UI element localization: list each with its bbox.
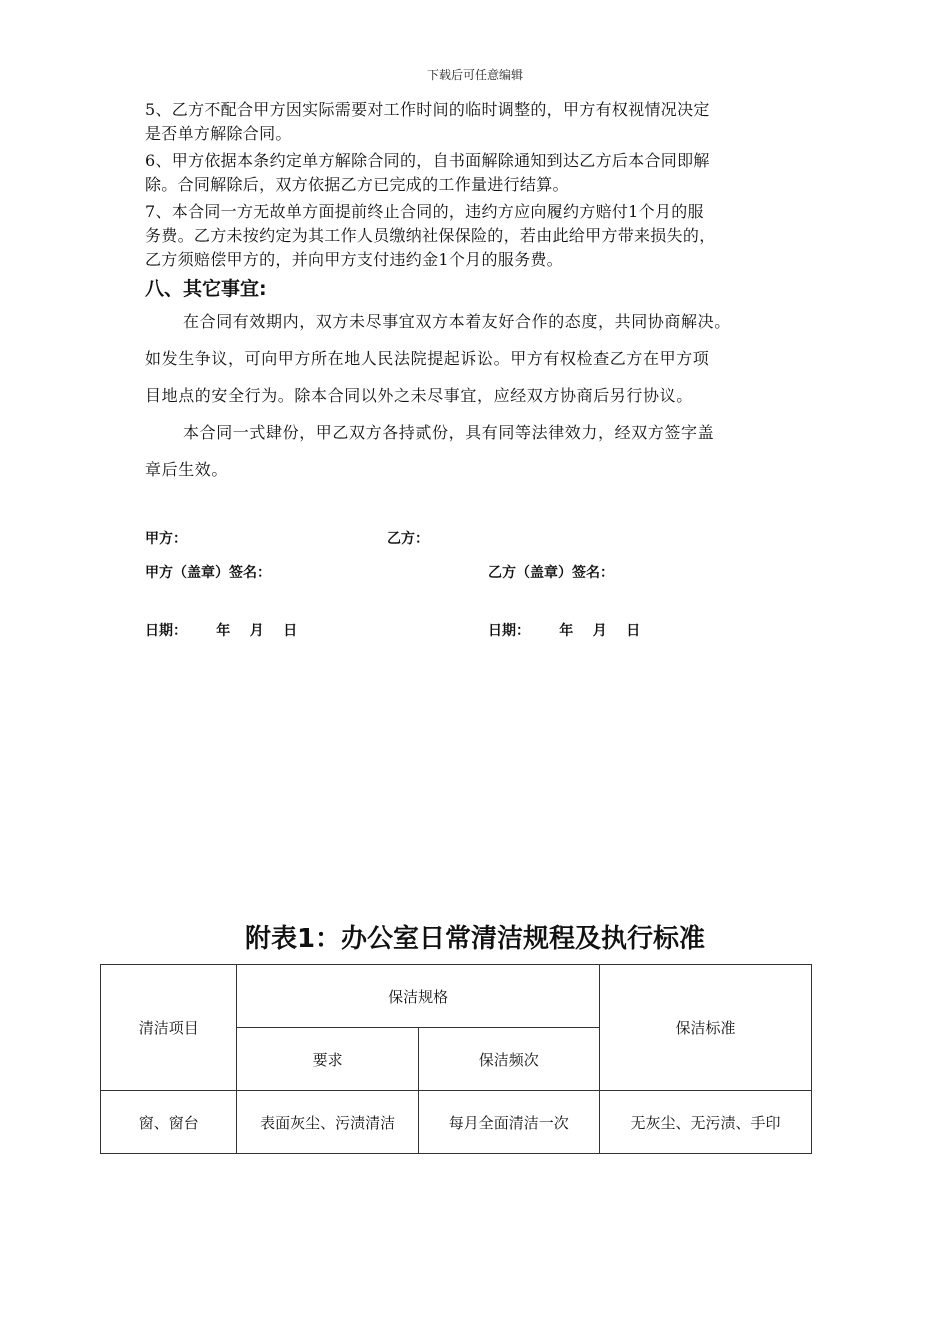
party-a-date-label: 日期： 年 月 日 [145,623,298,639]
appendix-title: 附表1：办公室日常清洁规程及执行标准 [244,924,706,954]
clause-7-line-2: 务费。乙方未按约定为其工作人员缴纳社保保险的，若由此给甲方带来损失的， [145,226,716,245]
row-standard: 无灰尘、无污渍、手印 [599,1091,811,1154]
party-b-label: 乙方： [387,531,429,547]
cleaning-standard-table [100,964,812,1154]
section-8-paragraph-2 [145,414,835,488]
clause-6 [145,149,825,197]
clause-5-line-1: 5、乙方不配合甲方因实际需要对工作时间的临时调整的，甲方有权视情况决定 [145,100,710,119]
clause-5 [145,98,825,146]
section-8-p1-line-1: 在合同有效期内，双方未尽事宜双方本着友好合作的态度，共同协商解决。 [183,312,731,331]
party-b-signature-label: 乙方（盖章）签名： [488,565,614,581]
section-8-p1-line-2: 如发生争议，可向甲方所在地人民法院提起诉讼。甲方有权检查乙方在甲方项 [145,349,710,368]
section-8-title: 八、其它事宜: [145,278,267,300]
clause-7-line-3: 乙方须赔偿甲方的，并向甲方支付违约金1个月的服务费。 [145,250,563,269]
row-requirement: 表面灰尘、污渍清洁 [237,1091,418,1154]
header-cleaning-standard: 保洁标准 [599,965,811,1091]
section-8-p2-line-1: 本合同一式肆份，甲乙双方各持贰份，具有同等法律效力，经双方签字盖 [183,423,715,442]
party-a-label: 甲方： [145,531,187,547]
section-8-p2-line-2: 章后生效。 [145,460,229,479]
header-requirement: 要求 [237,1028,418,1091]
section-8-p1-line-3: 目地点的安全行为。除本合同以外之未尽事宜，应经双方协商后另行协议。 [145,386,693,405]
clause-6-line-1: 6、甲方依据本条约定单方解除合同的，自书面解除通知到达乙方后本合同即解 [145,151,710,170]
party-b-date-label: 日期： 年 月 日 [488,623,641,639]
header-cleaning-item: 清洁项目 [101,965,237,1091]
party-a-signature-label: 甲方（盖章）签名： [145,565,271,581]
clause-5-line-2: 是否单方解除合同。 [145,124,292,143]
row-cleaning-item: 窗、窗台 [101,1091,237,1154]
section-8-paragraph-1 [145,303,835,414]
page-header-note: 下载后可任意编辑 [426,68,523,82]
row-frequency: 每月全面清洁一次 [418,1091,599,1154]
header-cleaning-spec: 保洁规格 [237,965,599,1028]
header-frequency: 保洁频次 [418,1028,599,1091]
clause-7 [145,200,825,272]
clause-6-line-2: 除。合同解除后，双方依据乙方已完成的工作量进行结算。 [145,175,569,194]
table-row [101,1091,812,1154]
clause-7-line-1: 7、本合同一方无故单方面提前终止合同的，违约方应向履约方赔付1个月的服 [145,202,704,221]
